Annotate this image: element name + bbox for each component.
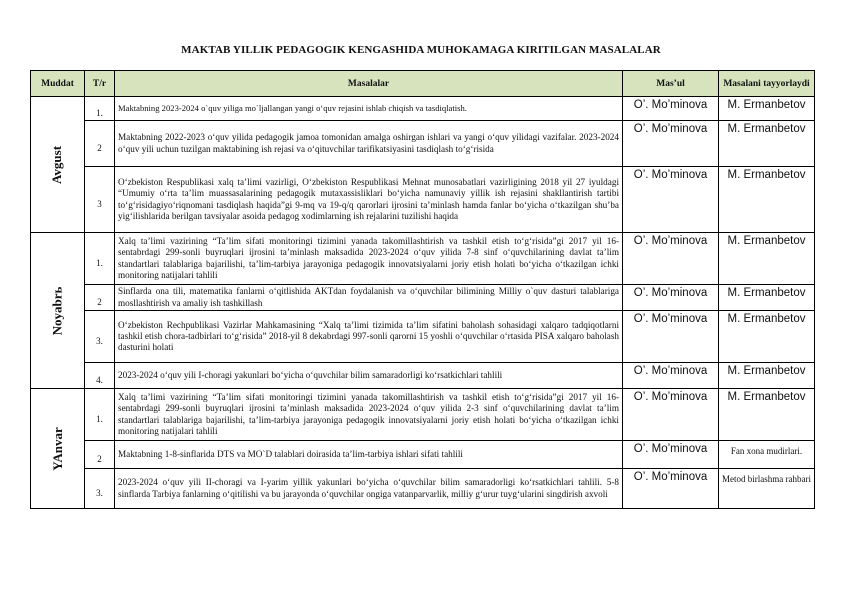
row-number: 1. <box>85 389 115 441</box>
row-responsible: O’. Mo’minova <box>623 285 719 311</box>
table-row <box>31 363 815 389</box>
row-number: 3. <box>85 311 115 363</box>
table-header-row <box>31 71 815 97</box>
row-prepared-by: Metod birlashma rahbari <box>719 469 815 509</box>
row-number: 2 <box>85 121 115 167</box>
table-row <box>31 469 815 509</box>
row-responsible: O’. Mo’minova <box>623 233 719 285</box>
row-topic: 2023-2024 o‘quv yili I-choragi yakunlari bo‘yicha o‘quvchilar bilim samaradorligi ko‘rsatkichlari tahlili <box>115 363 623 389</box>
row-prepared-by: M. Ermanbetov <box>719 233 815 285</box>
month-cell-august <box>31 97 85 233</box>
row-responsible: O’. Mo’minova <box>623 363 719 389</box>
row-number: 2 <box>85 285 115 311</box>
table-row <box>31 233 815 285</box>
row-topic: O‘zbekiston Respublikasi xalq ta’limi vazirligi, O‘zbekiston Respublikasi Mehnat munosabatlari vazirligining 2018 yil 27 iyuldagi “Umumiy o‘rta ta’lim muassasalarining pedagogik mutaxassisliklari bo‘yicha namunaviy yillik ish rejasini shakllantirish tartibi to‘g‘risidagiyo‘riqnomani tasdiqlash haqida”gi 9-mq va 19-q/q qarorlari ijrosini ta’minlash hamda fanlar bo‘yicha o‘tkazilgan shu’ba yig‘ilishlarida berilgan tavsiyalar asoida pedagog xodimlarning ish rejalarini tuzilishi haqida <box>115 167 623 233</box>
row-number: 3 <box>85 167 115 233</box>
row-topic: Xalq ta’limi vazirining “Ta’lim sifati monitoringi tizimini yanada takomillashtirish va tashkil etish to‘g‘risida”gi 2017 yil 16-sentabrdagi 299-sonli buyruqlari ijrosini ta’minlash maksadida 2023-2024 o‘quv yilida 7-8 sinf o‘quvchilarining davlat ta’lim standartlari talablariga bajarilishi, ta’lim-tarbiya jarayoniga pedagogik innovatsiyalarni joriy etish holati bo‘yicha o‘tkazilgan ichki monitoring natijalari tahlili <box>115 233 623 285</box>
row-topic: 2023-2024 o‘quv yili II-choragi va I-yarim yillik yakunlari bo‘yicha o‘quvchilar bilim samaradorligi ko‘rsatkichlari tahlili. 5-8 sinflarda Tarbiya fanlarning o‘qitilishi va bu jarayonda o‘quvchilar ongiga vatanparvarlik, milliy g‘urur tuyg‘ularini singdirish axvoli <box>115 469 623 509</box>
row-responsible: O’. Mo’minova <box>623 441 719 469</box>
row-responsible: O’. Mo’minova <box>623 167 719 233</box>
row-prepared-by: M. Ermanbetov <box>719 167 815 233</box>
row-responsible: O’. Mo’minova <box>623 311 719 363</box>
month-cell-november <box>31 233 85 389</box>
table-row <box>31 285 815 311</box>
document-title: MAKTAB YILLIK PEDAGOGIK KENGASHIDA MUHOKAMAGA KIRITILGAN MASALALAR <box>181 44 661 56</box>
header-responsible: Mas’ul <box>623 71 719 97</box>
header-prepared-by: Masalani tayyorlaydi <box>719 71 815 97</box>
header-number: T/r <box>85 71 115 97</box>
row-prepared-by: M. Ermanbetov <box>719 389 815 441</box>
row-number: 1. <box>85 233 115 285</box>
table-row <box>31 167 815 233</box>
row-responsible: O’. Mo’minova <box>623 121 719 167</box>
table-row <box>31 97 815 121</box>
row-topic: Maktabning 1-8-sinflarida DTS va MO`D talablari doirasida ta’lim-tarbiya ishlari sifati tahlili <box>115 441 623 469</box>
header-period: Muddat <box>31 71 85 97</box>
month-label: YAnvar <box>49 426 65 471</box>
month-label: Noyabrь <box>49 286 65 335</box>
month-cell-january <box>31 389 85 509</box>
row-prepared-by: M. Ermanbetov <box>719 285 815 311</box>
row-topic: Maktabning 2023-2024 o`quv yiliga mo`ljallangan yangi o‘quv rejasini ishlab chiqish va tasdiqlatish. <box>115 97 623 121</box>
table-row <box>31 121 815 167</box>
row-number: 3. <box>85 469 115 509</box>
row-topic: O‘zbekiston Rechpublikasi Vazirlar Mahkamasining “Xalq ta’limi tizimida ta’lim sifatini baholash sohasidagi xalqaro tadqiqotlarni tashkil etish chora-tadbirlari to‘g‘risida” 2018-yil 8 dekabrdagi 997-sonli qarorni 15 yoshli o‘quvchilar o‘rtasida PISA xalqaro baholash dasturini holati <box>115 311 623 363</box>
row-responsible: O’. Mo’minova <box>623 469 719 509</box>
row-prepared-by: M. Ermanbetov <box>719 363 815 389</box>
table-row <box>31 441 815 469</box>
row-number: 4. <box>85 363 115 389</box>
header-topic: Masalalar <box>115 71 623 97</box>
row-responsible: O’. Mo’minova <box>623 389 719 441</box>
row-prepared-by: M. Ermanbetov <box>719 311 815 363</box>
row-topic: Maktabning 2022-2023 o‘quv yilida pedagogik jamoa tomonidan amalga oshirgan ishlari va yangi o‘quv yilidagi vazifalar. 2023-2024 o‘quv yili uchun tuzilgan maktabining ish rejasi va o‘qituvchilar tarifikatsiyasini tasdiqlash to‘g‘risida <box>115 121 623 167</box>
row-number: 2 <box>85 441 115 469</box>
row-prepared-by: Fan xona mudirlari. <box>719 441 815 469</box>
table-row <box>31 389 815 441</box>
row-number: 1. <box>85 97 115 121</box>
row-topic: Sinflarda ona tili, matematika fanlarni o‘qitlishida AKTdan foydalanish va o‘quvchilar bilimining Milliy o`quv dasturi talablariga mosllashtirish va amaliy ish tashkillash <box>115 285 623 311</box>
table-row <box>31 311 815 363</box>
row-prepared-by: M. Ermanbetov <box>719 121 815 167</box>
month-label: Avgust <box>49 145 65 184</box>
row-prepared-by: M. Ermanbetov <box>719 97 815 121</box>
row-topic: Xalq ta’limi vazirining “Ta’lim sifati monitoringi tizimini yanada takomillashtirish va tashkil etish to‘g‘risida”gi 2017 yil 16-sentabrdagi 299-sonli buyruqlari ijrosini ta’minlash maksadida 2023-2024 o‘quv yilida 2-3 sinf o‘quvchilarining davlat ta’lim standartlari talablariga bajarilishi, ta’lim-tarbiya jarayoniga pedagogik innovatsiyalarni joriy etish holati bo‘yicha o‘tkazilgan ichki monitoring natijalari tahlili <box>115 389 623 441</box>
row-responsible: O’. Mo’minova <box>623 97 719 121</box>
issues-table <box>30 70 815 509</box>
